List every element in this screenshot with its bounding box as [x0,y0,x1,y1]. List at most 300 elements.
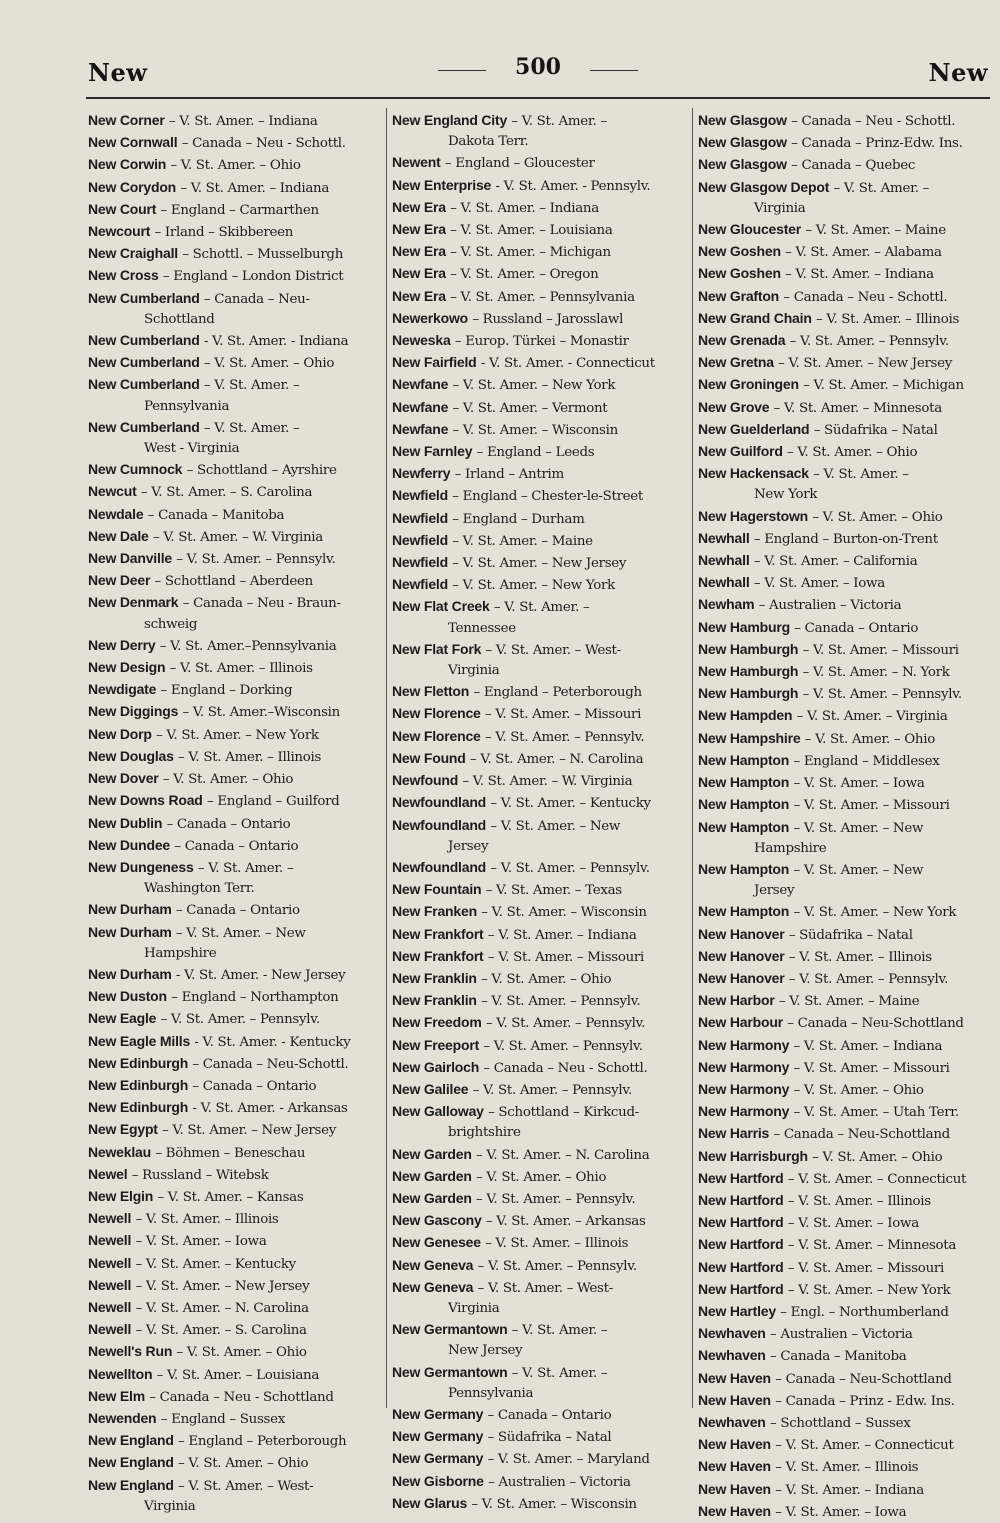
entry-name: New Corwin [88,156,167,173]
entry-location: – V. St. Amer. – Pennsylv. [176,552,336,568]
entry-location: – V. St. Amer. – Pennsylv. [160,1012,320,1028]
gazetteer-entry [88,526,382,548]
gazetteer-entry [392,1144,688,1166]
entry-location: – V. St. Amer. – Virginia [796,709,948,725]
gazetteer-entry [88,701,382,723]
entry-location: – Canada – Prinz - Edw. Ins. [775,1393,955,1409]
entry-name: New Durham [88,901,172,918]
entry-name: New Egypt [88,1121,158,1138]
entry-name: New Cross [88,267,159,284]
gazetteer-entry [88,1341,382,1363]
entry-location: – V. St. Amer. – [511,1365,608,1381]
entry-name: New Florence [392,705,481,722]
entry-name: New Goshen [698,265,781,282]
gazetteer-entry [698,177,992,219]
header-right-word: New [928,58,988,87]
entry-location: – V. St. Amer. – Pennsylv. [789,334,949,350]
gazetteer-entry [88,986,382,1008]
gazetteer-entry [698,1257,992,1279]
entry-continuation: New Jersey [448,1343,523,1359]
entry-location: – Canada – Ontario [166,816,291,832]
gazetteer-entry [392,1232,688,1254]
entry-location: – Canada – Manitoba [147,507,285,523]
entry-location: – Canada – Quebec [791,158,916,174]
entry-continuation: Virginia [754,200,806,216]
entry-continuation: Virginia [448,663,500,679]
gazetteer-entry [88,1430,382,1452]
entry-location: – V. St. Amer. – Indiana [793,1038,943,1054]
gazetteer-entry [698,1035,992,1057]
entry-continuation: Hampshire [754,840,827,856]
gazetteer-entry [698,661,992,683]
entry-location: – Irland – Skibbereen [154,225,294,241]
entry-location: – V. St. Amer. – Utah Terr. [793,1105,959,1121]
entry-name: New Hampton [698,796,790,813]
gazetteer-entry [88,922,382,964]
entry-continuation: brightshire [448,1125,521,1141]
entry-location: – V. St. Amer. – Missouri [802,642,959,658]
entry-location: – V. St. Amer. – Michigan [803,378,964,394]
entry-name: New Germany [392,1428,484,1445]
entry-location: – V. St. Amer. – Ohio [176,1345,307,1361]
entry-name: New Harbor [698,992,775,1009]
entry-location: – V. St. Amer. – Kentucky [135,1256,296,1272]
entry-location: – V. St. Amer. – Pennsylv. [485,1016,646,1032]
entry-name: New Derry [88,636,156,653]
gazetteer-entry [392,197,688,219]
gazetteer-entry [392,441,688,463]
gazetteer-entry [698,1301,992,1323]
entry-name: New Dundee [88,836,171,853]
entry-name: New Durham [88,965,172,982]
gazetteer-entry [392,241,688,263]
gazetteer-entry [698,1479,992,1501]
entry-location: – V. St. Amer. – [813,467,909,483]
entry-name: New Corner [88,112,165,128]
entry-location: – V. St. Amer. – Louisiana [156,1367,320,1383]
entry-name: New Frankfort [392,947,484,964]
entry-location: – V. St. Amer. – N. York [802,665,950,681]
gazetteer-entry [88,790,382,812]
gazetteer-entry [698,1190,992,1212]
gazetteer-entry [88,352,382,374]
entry-name: New Hartley [698,1302,776,1319]
entry-name: New Hartford [698,1258,784,1275]
gazetteer-entry [88,635,382,657]
entry-location: – Canada – Neu - Schottl. [181,136,346,152]
gazetteer-entry [88,724,382,746]
entry-name: New Dorp [88,725,152,742]
entry-name: New Glasgow [698,112,787,128]
gazetteer-entry [698,683,992,705]
gazetteer-entry [698,1079,992,1101]
entry-location: – Canada – Neu-Schottland [775,1371,952,1387]
entry-name: New Fountain [392,881,482,898]
entry-name: New Downs Road [88,792,203,809]
entry-name: New Gloucester [698,221,802,238]
gazetteer-entry [392,308,688,330]
entry-continuation: Tennessee [448,620,516,636]
entry-name: New Glasgow Depot [698,178,830,195]
gazetteer-entry [698,639,992,661]
entry-name: Newfound [392,772,459,789]
gazetteer-entry [88,221,382,243]
entry-name: Newell's Run [88,1343,173,1360]
entry-name: Newhaven [698,1347,766,1364]
column-2 [392,110,688,1515]
entry-name: New Flat Creek [392,598,490,615]
entry-name: Newel [88,1165,128,1182]
entry-location: – V. St. Amer. – Wisconsin [481,905,647,921]
entry-name: Newfane [392,420,449,437]
entry-name: New Cumberland [88,354,200,371]
gazetteer-entry [88,548,382,570]
entry-continuation: Pennsylvania [144,398,230,414]
entry-location: – V. St. Amer. – Texas [485,883,622,899]
entry-name: New Fairfield [392,354,477,371]
entry-continuation: schweig [144,616,198,632]
entry-continuation: Schottland [144,311,215,327]
page-number-block [438,54,638,80]
entry-name: Newcut [88,483,137,500]
entry-name: New Cornwall [88,134,178,151]
gazetteer-entry [698,594,992,616]
entry-name: New Edinburgh [88,1099,189,1116]
gazetteer-entry [698,794,992,816]
entry-name: Newfoundland [392,816,487,833]
entry-name: New Diggings [88,703,179,720]
entry-location: – Australien – Victoria [769,1327,913,1343]
entry-name: Newferry [392,465,451,482]
entry-location: – V. St. Amer. – Indiana [785,267,934,283]
entry-location: – V. St. Amer.–Pennsylvania [159,638,337,654]
entry-name: New Germany [392,1405,484,1422]
entry-location: – Canada – Prinz-Edw. Ins. [791,136,963,152]
gazetteer-entry [88,481,382,503]
entry-location: – V. St. Amer. – Kentucky [490,796,651,812]
gazetteer-entry [698,1123,992,1145]
entry-location: – V. St. Amer. – Wisconsin [452,422,618,438]
entry-name: New Danville [88,550,172,567]
gazetteer-entry [88,1053,382,1075]
entry-location: – England – Gloucester [444,156,595,172]
entry-name: New Era [392,198,446,215]
entry-name: New Haven [698,1436,771,1453]
entry-location: – V. St. Amer. – Wisconsin [471,1496,637,1512]
gazetteer-entry [392,330,688,352]
entry-location: – V. St. Amer. – Pennsylvania [450,289,635,305]
entry-name: New Freeport [392,1036,480,1053]
gazetteer-entry [392,397,688,419]
entry-name: New Cumnock [88,461,183,478]
gazetteer-entry [392,946,688,968]
entry-location: – England – Durham [452,511,585,527]
entry-location: – Südafrika – Natal [813,422,938,438]
entry-location: – V. St. Amer. – Pennsylv. [483,1038,643,1054]
gazetteer-entry [88,1297,382,1319]
gazetteer-entry [698,772,992,794]
gazetteer-entry [392,152,688,174]
entry-name: New Guelderland [698,420,810,437]
entry-name: New Era [392,243,446,260]
gazetteer-entry [698,750,992,772]
entry-name: New Craighall [88,245,178,262]
entry-location: – V. St. Amer. – Iowa [135,1234,267,1250]
entry-name: Newhall [698,529,750,546]
gazetteer-entry [698,572,992,594]
column-3 [698,110,992,1523]
entry-name: New Frankfort [392,925,484,942]
entry-name: New Franklin [392,992,477,1009]
gazetteer-entry [392,1426,688,1448]
entry-name: New Harmony [698,1080,790,1097]
entry-name: New Harmony [698,1103,790,1120]
entry-location: – V. St. Amer. – Arkansas [485,1214,646,1230]
gazetteer-entry [392,1057,688,1079]
gazetteer-entry [698,617,992,639]
entry-location: – Canada – Ontario [192,1078,317,1094]
entry-location: – V. St. Amer. – Louisiana [450,223,613,239]
entry-location: – V. St. Amer. – New York [787,1282,951,1298]
entry-location: – V. St. Amer. – N. Carolina [469,751,644,767]
entry-location: – England – Chester-le-Street [452,489,644,505]
entry-location: – England – Peterborough [178,1434,347,1450]
entry-name: New Haven [698,1502,771,1519]
entry-continuation: Jersey [448,838,489,854]
gazetteer-entry [698,352,992,374]
entry-location: – Russland – Witebsk [131,1167,269,1183]
entry-continuation: Virginia [448,1300,500,1316]
entry-name: New Fletton [392,683,470,700]
column-divider-1 [386,108,387,1408]
entry-location: – Schottland – Ayrshire [186,463,337,479]
entry-name: Newhaven [698,1325,766,1342]
entry-location: – V. St. Amer. – Pennsylv. [490,860,650,876]
gazetteer-entry [392,924,688,946]
gazetteer-entry [88,1475,382,1517]
entry-location: – V. St. Amer. – [833,180,930,196]
entry-location: – V. St. Amer. – [203,420,300,436]
entry-location: – Südafrika – Natal [788,927,913,943]
gazetteer-entry [88,964,382,986]
gazetteer-entry [88,1186,382,1208]
entry-location: – V. St. Amer. – New Jersey [162,1123,336,1139]
entry-name: New Cumberland [88,289,200,306]
entry-name: New Court [88,200,157,217]
gazetteer-entry [88,243,382,265]
gazetteer-entry [392,639,688,681]
gazetteer-entry [392,419,688,441]
entry-location: – V. St. Amer. – Connecticut [775,1438,954,1454]
entry-name: New Era [392,221,446,238]
gazetteer-entry [392,1188,688,1210]
gazetteer-entry [698,1146,992,1168]
gazetteer-entry [392,990,688,1012]
entry-name: New Groningen [698,376,799,393]
gazetteer-entry [88,1253,382,1275]
entry-name: New Hartford [698,1169,784,1186]
gazetteer-entry [88,1008,382,1030]
entry-name: New Grenada [698,332,786,349]
entry-location: – V. St. Amer. – Missouri [793,798,950,814]
gazetteer-entry [88,1142,382,1164]
entry-name: New Freedom [392,1014,482,1031]
entry-name: Newfane [392,376,449,393]
gazetteer-entry [392,1255,688,1277]
entry-name: New England City [392,112,508,128]
entry-name: New Galilee [392,1080,469,1097]
entry-location: – Schottland – Kirkcud- [488,1105,639,1121]
entry-location: – V. St. Amer. – Ohio [476,1169,607,1185]
entry-name: Newellton [88,1365,153,1382]
entry-location: – Canada – Neu - Schottl. [483,1060,648,1076]
entry-name: New England [88,1454,174,1471]
entry-location: – Canada – Neu - Schottland [149,1389,334,1405]
gazetteer-entry [392,1448,688,1470]
entry-location: – England – Burton-on-Trent [753,531,938,547]
entry-name: New Edinburgh [88,1076,189,1093]
entry-location: – Canada – Neu - Schottl. [783,289,948,305]
entry-name: New Hartford [698,1214,784,1231]
entry-name: New Haven [698,1458,771,1475]
gazetteer-entry [88,679,382,701]
gazetteer-entry [698,705,992,727]
entry-location: – England – Guilford [206,794,340,810]
gazetteer-entry [88,330,382,352]
entry-location: – V. St. Amer. – Alabama [785,245,942,261]
entry-location: – England – Northampton [171,990,339,1006]
header-rule-left [438,70,486,71]
entry-location: – V. St. Amer. – Missouri [487,949,645,965]
entry-name: New Hartford [698,1236,784,1253]
entry-location: – Engl. – Northumberland [780,1304,949,1320]
gazetteer-entry [698,1501,992,1523]
entry-location: – V. St. Amer. – Maine [805,223,946,239]
gazetteer-entry [88,657,382,679]
entry-name: New Eagle [88,1010,157,1027]
entry-location: – V. St. Amer. – New Jersey [135,1278,310,1294]
gazetteer-entry [698,154,992,176]
entry-name: New Hartford [698,1280,784,1297]
gazetteer-entry [88,1164,382,1186]
gazetteer-entry [88,504,382,526]
gazetteer-entry [88,154,382,176]
entry-location: – V. St. Amer. – Pennsylv. [484,729,645,745]
entry-location: – V. St. Amer. – W. Virginia [152,529,323,545]
entry-name: New Gisborne [392,1472,484,1489]
entry-name: New Found [392,749,466,766]
gazetteer-entry [88,1208,382,1230]
entry-name: New Cumberland [88,332,200,349]
entry-location: – Russland – Jarosslawl [472,311,624,327]
gazetteer-entry [392,1319,688,1361]
entry-location: – V. St. Amer.–Wisconsin [182,705,340,721]
entry-location: – V. St. Amer. – Ohio [812,1149,943,1165]
entry-name: New Dublin [88,814,163,831]
gazetteer-entry [392,530,688,552]
entry-name: Newfoundland [392,794,487,811]
gazetteer-entry [698,528,992,550]
entry-name: New Duston [88,988,167,1005]
entry-location: – V. St. Amer. – Ohio [787,445,918,461]
gazetteer-entry [698,728,992,750]
gazetteer-entry [698,901,992,923]
entry-name: Newfield [392,487,448,504]
entry-location: – V. St. Amer. – New York [452,578,615,594]
entry-name: New Germantown [392,1321,508,1338]
entry-location: – V. St. Amer. – Ohio [203,356,335,372]
entry-location: – V. St. Amer. – [511,114,607,129]
gazetteer-entry [698,1168,992,1190]
gazetteer-entry [698,1212,992,1234]
entry-name: New Goshen [698,243,781,260]
gazetteer-entry [392,815,688,857]
entry-name: New Garden [392,1189,472,1206]
gazetteer-entry [392,879,688,901]
entry-name: Newenden [88,1409,157,1426]
entry-name: New Hampshire [698,729,801,746]
gazetteer-entry [698,1390,992,1412]
entry-name: New Glarus [392,1494,468,1511]
gazetteer-entry [698,1012,992,1034]
gazetteer-entry [88,288,382,330]
entry-name: New Franklin [392,969,477,986]
entry-name: Newfield [392,576,448,593]
column-divider-2 [692,108,693,1408]
entry-location: – V. St. Amer. – Illinois [485,1236,629,1252]
entry-location: – V. St. Amer. – Indiana [487,927,637,943]
entry-name: New Hampton [698,751,790,768]
gazetteer-entry [392,857,688,879]
entry-name: New Enterprise [392,176,492,193]
entry-location: – V. St. Amer. – Minnesota [773,400,942,416]
gazetteer-entry [698,1234,992,1256]
gazetteer-entry [698,463,992,505]
entry-location: – V. St. Amer. – N. Carolina [135,1300,309,1316]
entry-name: New Grafton [698,287,780,304]
entry-location: – V. St. Amer. – Maine [778,994,920,1010]
entry-name: Newham [698,596,755,613]
gazetteer-entry [392,508,688,530]
gazetteer-entry [88,813,382,835]
entry-name: Neweska [392,332,451,349]
entry-location: – V. St. Amer. – Minnesota [787,1238,957,1254]
gazetteer-entry [698,286,992,308]
entry-location: – V. St. Amer. – Ohio [804,731,935,747]
entry-name: Newfoundland [392,858,487,875]
gazetteer-entry [392,352,688,374]
entry-location: – Canada – Neu- [203,291,310,307]
entry-name: Newell [88,1210,132,1227]
entry-location: – V. St. Amer. – Maryland [487,1452,650,1468]
entry-name: New Harmony [698,1058,790,1075]
entry-name: New Haven [698,1391,771,1408]
entry-name: Newell [88,1254,132,1271]
entry-location: - V. St. Amer. - Kentucky [194,1034,351,1050]
gazetteer-entry [392,374,688,396]
entry-location: – Canada – Neu-Schottland [787,1016,964,1032]
gazetteer-entry [88,417,382,459]
entry-name: New Edinburgh [88,1054,189,1071]
entry-location: – V. St. Amer. – New [793,820,924,836]
entry-name: Newerkowo [392,309,468,326]
entry-location: – England – Leeds [476,445,595,461]
entry-name: New Guilford [698,443,783,460]
entry-name: New Hartford [698,1191,784,1208]
gazetteer-entry [88,1031,382,1053]
gazetteer-entry [698,506,992,528]
entry-location: – V. St. Amer. – Indiana [450,200,599,216]
